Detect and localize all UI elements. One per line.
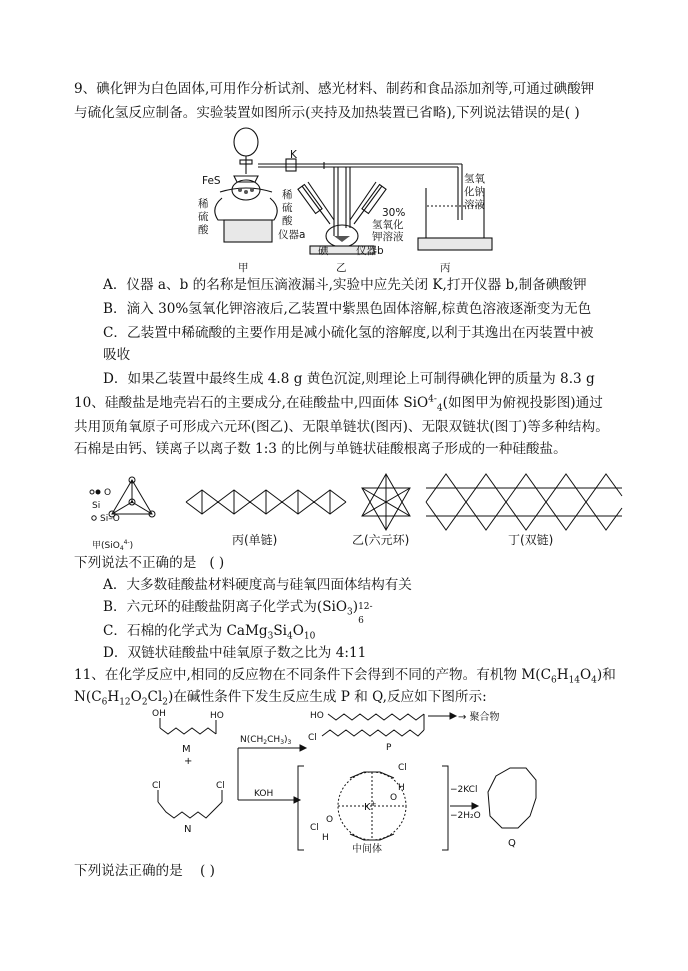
legend-o: O — [104, 488, 112, 498]
q10-answer-paren[interactable]: ( ) — [209, 555, 225, 571]
k-label: K — [290, 149, 297, 161]
m-ho-label: HO — [210, 711, 224, 721]
q10-line2: 共用顶角氧原子可形成六元环(图乙)、无限单链状(图丙)、无限双链状(图丁)等多种结构。 — [74, 419, 609, 435]
q10-line1: 10、硅酸盐是地壳岩石的主要成分,在硅酸盐中,四面体 SiO$^{4-}_4$(如图甲为俯视投影图)通过 — [74, 394, 603, 414]
reagent-koh: KOH — [254, 789, 274, 799]
p-label: P — [386, 743, 392, 753]
q10-option-b[interactable]: B．六元环的硅酸盐阴离子化学式为(SiO$_3$) 12- 6 — [103, 599, 373, 626]
q9-option-d[interactable]: D．如果乙装置中最终生成 4.8 g 黄色沉淀,则理论上可制得碘化钾的质量为 8.3 g — [103, 371, 595, 387]
int-cl-top: Cl — [398, 763, 407, 773]
koh-pct-label: 30% — [382, 207, 406, 219]
silicate-figure — [86, 462, 626, 558]
q11-stem: 下列说法正确的是 ( ) — [74, 863, 215, 879]
koh-line2: 钾溶液 — [372, 231, 404, 243]
acid2-line3: 酸 — [282, 215, 293, 227]
cap-jia: 甲(SiO$_4^{4-}$) — [92, 539, 134, 552]
iodine-label: 碘 — [318, 245, 329, 257]
q10-option-a[interactable]: A．大多数硅酸盐材料硬度高与硅氧四面体结构有关 — [103, 577, 412, 593]
m-oh-label: OH — [152, 709, 166, 719]
q9-line1: 9、碘化钾为白色固体,可用作分析试剂、感光材料、制药和食品添加剂等,可通过碘酸钾 — [74, 81, 595, 97]
cap-bing: 丙(单链) — [232, 533, 278, 547]
p-cl-label: Cl — [308, 733, 317, 743]
legend-si: Si — [92, 501, 101, 511]
polymer-label: → 聚合物 — [458, 712, 500, 723]
q9-option-a[interactable]: A．仪器 a、b 的名称是恒压滴液漏斗,实验中应先关闭 K,打开仪器 b,制备碘酸钾 — [103, 277, 587, 293]
fes-label: FeS — [202, 175, 221, 187]
instr-a-label: 仪器a — [278, 229, 306, 241]
q11-line2: $N(C_6H_{12}O_2Cl_2)$在碱性条件下发生反应生成 P 和 Q,反应如下图所示: — [74, 689, 487, 708]
q10-line3: 石棉是由钙、镁离子以离子数 1:3 的比例与单链状硅酸根离子形成的一种硅酸盐。 — [74, 441, 567, 457]
plus-sign: + — [184, 756, 193, 767]
n-cl-right: Cl — [216, 781, 225, 791]
int-cl-bottom: Cl — [310, 823, 319, 833]
m-label: M — [182, 744, 191, 755]
q9-option-c-line2[interactable]: 吸收 — [103, 347, 131, 363]
acid2-line1: 稀 — [282, 189, 293, 201]
int-o-bottom: O — [326, 815, 334, 825]
legend-sio: Si–O — [100, 514, 120, 524]
q11-answer-paren[interactable]: ( ) — [200, 863, 215, 879]
naoh-line1: 氢氧 — [464, 173, 485, 185]
q-label: Q — [508, 838, 516, 849]
acid1-line2: 硫 — [198, 211, 209, 223]
label-jia: 甲 — [238, 262, 249, 274]
q10-option-c[interactable]: C．石棉的化学式为 $CaMg_3Si_4O_{10}$ — [103, 623, 316, 642]
p-ho-label: HO — [310, 711, 324, 721]
naoh-line2: 化钠 — [464, 186, 485, 198]
acid1-line3: 酸 — [198, 224, 209, 236]
acid1-line1: 稀 — [198, 198, 209, 210]
q10-option-d[interactable]: D．双链状硅酸盐中硅氧原子数之比为 4:11 — [103, 645, 367, 661]
koh-line1: 氢氧化 — [372, 219, 404, 231]
intermediate-label: 中间体 — [352, 844, 382, 854]
int-o-top: O — [390, 793, 398, 803]
int-h-top: H — [398, 783, 405, 793]
apparatus-figure — [194, 124, 510, 276]
n-label: N — [184, 824, 192, 835]
label-yi: 乙 — [336, 262, 347, 274]
q10-stem: 下列说法不正确的是 ( ) — [74, 555, 225, 571]
q9-option-c-line1[interactable]: C．乙装置中稀硫酸的主要作用是减小硫化氢的溶解度,以利于其逸出在丙装置中被 — [103, 325, 594, 341]
k-plus-label: K+ — [364, 800, 377, 813]
n-cl-left: Cl — [152, 781, 161, 791]
acid2-line2: 硫 — [282, 202, 293, 214]
q9-line2: 与硫化氢反应制备。实验装置如图所示(夹持及加热装置已省略),下列说法错误的是( ) — [74, 105, 580, 121]
label-bing: 丙 — [440, 262, 451, 274]
reaction-scheme — [150, 706, 540, 854]
q11-line1: 11、在化学反应中,相同的反应物在不同条件下会得到不同的产物。有机物 $M(C_6H_{14}O_4)$和 — [74, 667, 616, 686]
instr-b-label: 仪器b — [356, 245, 384, 257]
int-h-bottom: H — [322, 833, 329, 843]
minus-h2o: −2H₂O — [450, 811, 481, 821]
naoh-line3: 溶液 — [464, 199, 485, 211]
q9-option-b[interactable]: B．滴入 30%氢氧化钾溶液后,乙装置中紫黑色固体溶解,棕黄色溶液逐渐变为无色 — [103, 301, 592, 317]
cap-yi: 乙(六元环) — [352, 533, 410, 547]
cap-ding: 丁(双链) — [508, 533, 554, 547]
reagent-triethylamine: $N(CH_2CH_3)_3$ — [240, 735, 292, 746]
minus-kcl: −2KCl — [450, 785, 478, 795]
